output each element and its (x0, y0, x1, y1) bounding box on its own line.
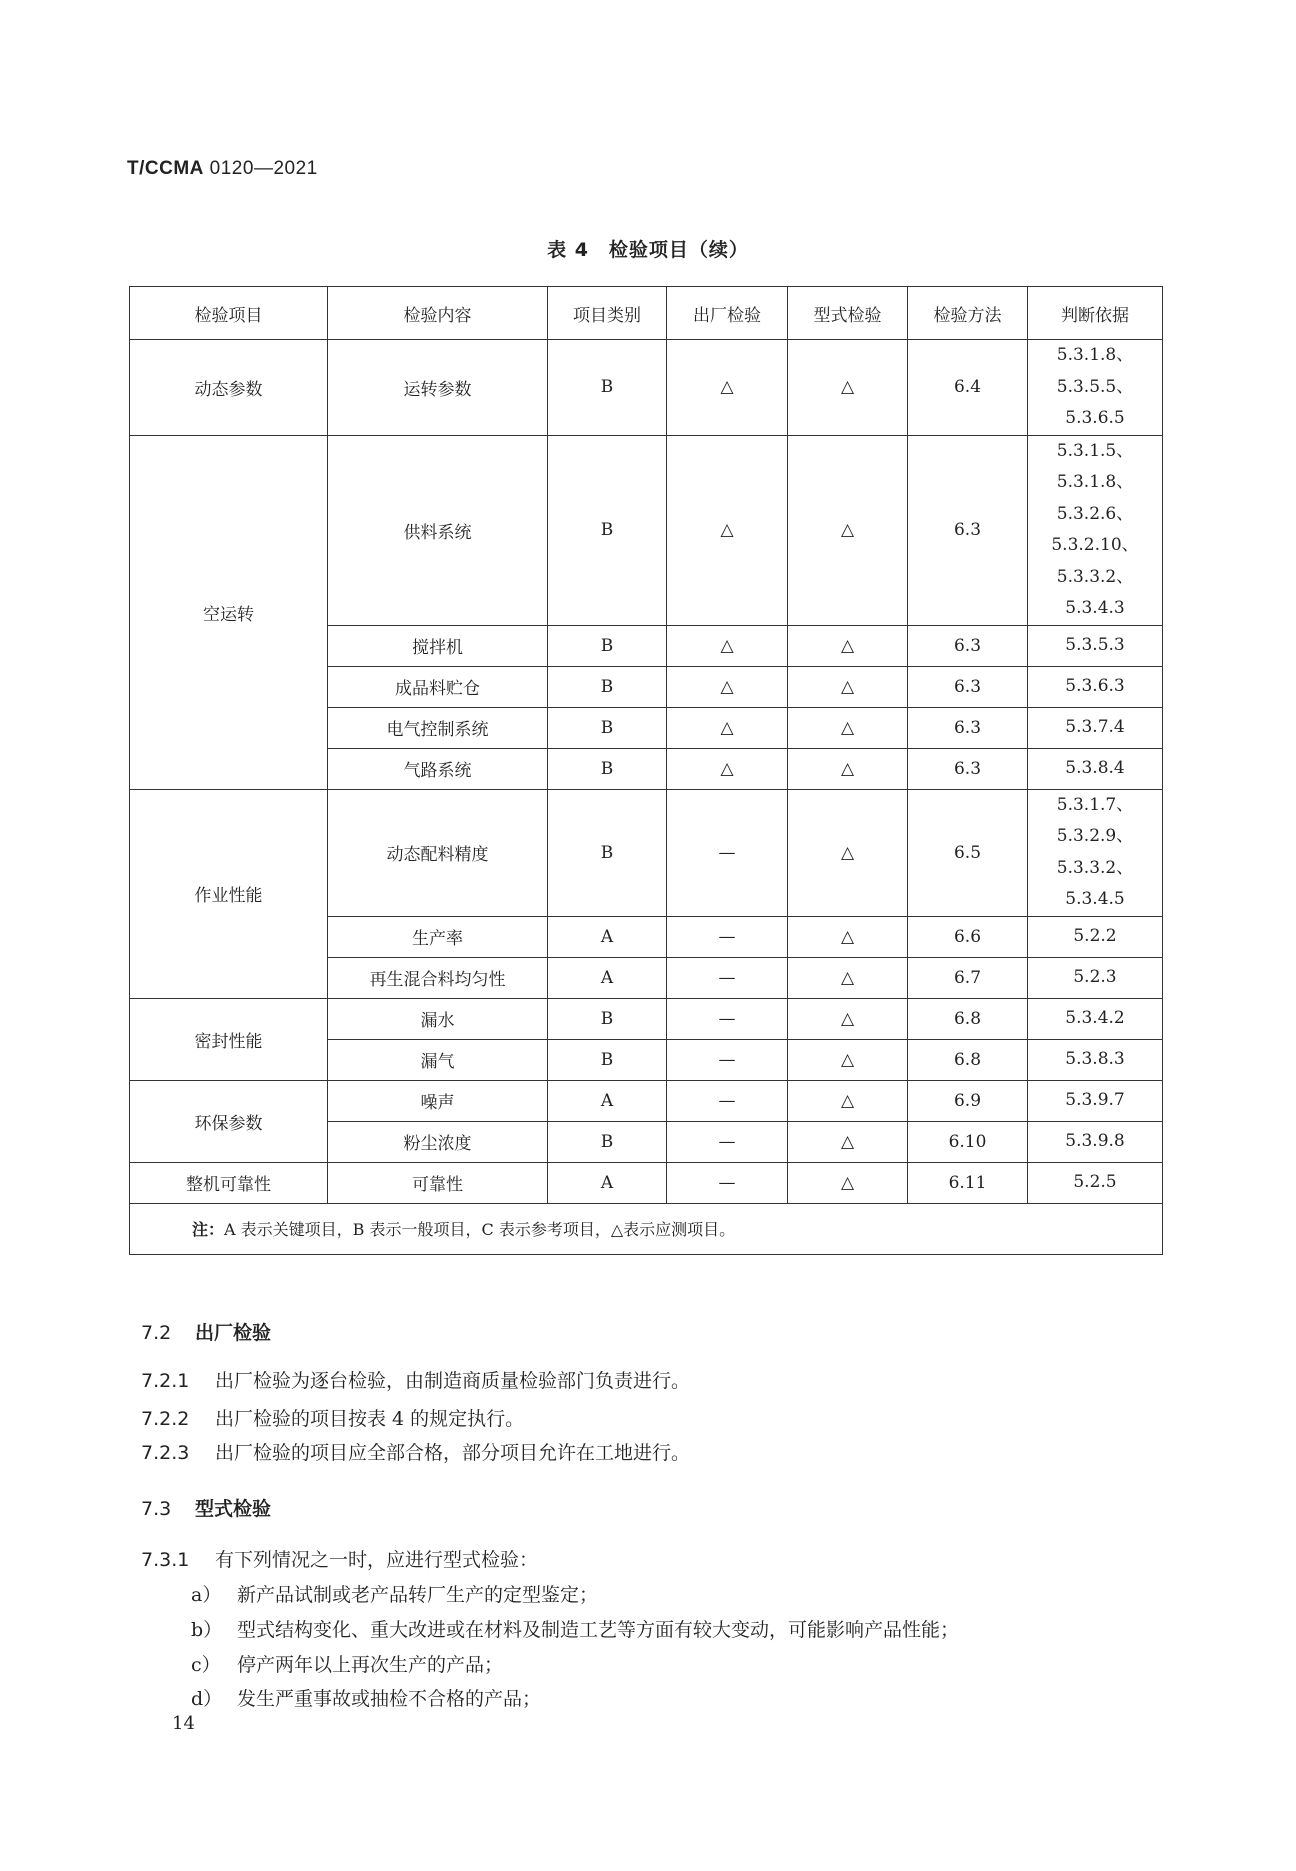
basis-line: 5.2.3 (1073, 966, 1117, 987)
clause-text: 出厂检验的项目按表 4 的规定执行。 (215, 1408, 525, 1430)
content-cell: 粉尘浓度 (328, 1121, 548, 1162)
table-row (130, 435, 1163, 625)
basis-line: 5.3.2.6、 (1056, 503, 1134, 524)
type-inspection-cell: △ (788, 789, 908, 916)
col-header-type: 型式检验 (788, 287, 908, 340)
table-note-row (130, 1203, 1163, 1254)
group-cell: 密封性能 (130, 998, 328, 1080)
table-row (130, 1080, 1163, 1121)
basis-line: 5.3.8.3 (1065, 1048, 1125, 1069)
type-inspection-cell: △ (788, 435, 908, 625)
basis-line: 5.3.4.5 (1065, 889, 1125, 909)
clause-text: 出厂检验的项目应全部合格，部分项目允许在工地进行。 (215, 1442, 691, 1464)
method-cell: 6.3 (908, 748, 1028, 789)
method-cell: 6.7 (908, 957, 1028, 998)
list-item-label: c） (191, 1654, 221, 1676)
factory-inspection-cell: — (667, 998, 788, 1039)
method-cell: 6.4 (908, 340, 1028, 436)
group-cell: 空运转 (130, 435, 328, 789)
table-caption: 表 4 检验项目（续） (547, 239, 749, 261)
category-cell: A (548, 1080, 667, 1121)
list-item-label: b） (191, 1619, 223, 1641)
content-cell: 气路系统 (328, 748, 548, 789)
section-title: 出厂检验 (195, 1322, 272, 1344)
factory-inspection-cell: △ (667, 435, 788, 625)
type-inspection-cell: △ (788, 957, 908, 998)
category-cell: B (548, 666, 667, 707)
document-id (127, 158, 318, 180)
inspection-table (129, 286, 1163, 1255)
basis-line: 5.3.6.5 (1065, 408, 1125, 428)
table-row (130, 789, 1163, 916)
content-cell: 再生混合料均匀性 (328, 957, 548, 998)
basis-cell (1028, 435, 1163, 625)
basis-cell (1028, 707, 1163, 748)
basis-line: 5.3.2.10、 (1051, 535, 1139, 555)
list-item-label: a） (191, 1584, 222, 1606)
basis-line: 5.2.2 (1073, 925, 1117, 946)
factory-inspection-cell: — (667, 1080, 788, 1121)
document-number: 0120—2021 (209, 158, 318, 179)
category-cell: A (548, 957, 667, 998)
content-cell: 可靠性 (328, 1162, 548, 1203)
group-cell: 作业性能 (130, 789, 328, 998)
factory-inspection-cell: — (667, 957, 788, 998)
section-number: 7.2 (141, 1322, 172, 1344)
factory-inspection-cell: △ (667, 666, 788, 707)
clause-7-2-3 (141, 1438, 690, 1465)
content-cell: 生产率 (328, 916, 548, 957)
basis-line: 5.3.5.5、 (1056, 376, 1134, 397)
clause-7-3-1 (141, 1545, 538, 1572)
content-cell: 供料系统 (328, 435, 548, 625)
basis-line: 5.3.4.2 (1065, 1007, 1125, 1028)
factory-inspection-cell: — (667, 1162, 788, 1203)
basis-line: 5.3.1.5、 (1056, 440, 1134, 461)
type-inspection-cell: △ (788, 998, 908, 1039)
factory-inspection-cell: — (667, 789, 788, 916)
basis-cell (1028, 748, 1163, 789)
section-7-2 (141, 1318, 271, 1345)
basis-cell (1028, 1121, 1163, 1162)
basis-line: 5.3.1.8、 (1056, 472, 1134, 492)
basis-cell (1028, 1039, 1163, 1080)
clause-number: 7.3.1 (141, 1549, 190, 1571)
clause-7-2-1 (141, 1366, 690, 1393)
factory-inspection-cell: — (667, 916, 788, 957)
category-cell: B (548, 1039, 667, 1080)
group-cell: 整机可靠性 (130, 1162, 328, 1203)
table-header-row (130, 287, 1163, 340)
type-inspection-cell: △ (788, 707, 908, 748)
factory-inspection-cell: △ (667, 707, 788, 748)
method-cell: 6.3 (908, 666, 1028, 707)
type-inspection-cell: △ (788, 340, 908, 436)
content-cell: 漏水 (328, 998, 548, 1039)
basis-line: 5.2.5 (1073, 1171, 1117, 1192)
method-cell: 6.3 (908, 707, 1028, 748)
list-item-a (191, 1580, 598, 1607)
content-cell: 电气控制系统 (328, 707, 548, 748)
basis-cell (1028, 340, 1163, 436)
content-cell: 漏气 (328, 1039, 548, 1080)
list-item-text: 发生严重事故或抽检不合格的产品； (237, 1688, 542, 1710)
basis-cell (1028, 916, 1163, 957)
group-cell: 环保参数 (130, 1080, 328, 1162)
factory-inspection-cell: △ (667, 625, 788, 666)
type-inspection-cell: △ (788, 916, 908, 957)
clause-text: 有下列情况之一时，应进行型式检验： (215, 1549, 539, 1571)
table-row (130, 340, 1163, 436)
clause-number: 7.2.3 (141, 1442, 190, 1464)
basis-line: 5.3.8.4 (1065, 757, 1125, 778)
content-cell: 成品料贮仓 (328, 666, 548, 707)
col-header-method: 检验方法 (908, 287, 1028, 340)
method-cell: 6.3 (908, 435, 1028, 625)
method-cell: 6.8 (908, 998, 1028, 1039)
type-inspection-cell: △ (788, 748, 908, 789)
section-number: 7.3 (141, 1498, 172, 1520)
method-cell: 6.10 (908, 1121, 1028, 1162)
category-cell: B (548, 998, 667, 1039)
content-cell: 运转参数 (328, 340, 548, 436)
group-cell: 动态参数 (130, 340, 328, 436)
method-cell: 6.11 (908, 1162, 1028, 1203)
category-cell: B (548, 1121, 667, 1162)
content-cell: 动态配料精度 (328, 789, 548, 916)
factory-inspection-cell: △ (667, 748, 788, 789)
col-header-content: 检验内容 (328, 287, 548, 340)
clause-text: 出厂检验为逐台检验，由制造商质量检验部门负责进行。 (215, 1370, 691, 1392)
content-cell: 搅拌机 (328, 625, 548, 666)
category-cell: A (548, 916, 667, 957)
clause-number: 7.2.2 (141, 1408, 190, 1430)
method-cell: 6.9 (908, 1080, 1028, 1121)
table-note (130, 1203, 1163, 1254)
basis-line: 5.3.5.3 (1065, 634, 1125, 655)
section-title: 型式检验 (195, 1498, 272, 1520)
basis-cell (1028, 666, 1163, 707)
category-cell: A (548, 1162, 667, 1203)
method-cell: 6.8 (908, 1039, 1028, 1080)
list-item-text: 型式结构变化、重大改进或在材料及制造工艺等方面有较大变动，可能影响产品性能； (237, 1619, 960, 1641)
document-prefix: T/CCMA (127, 158, 204, 179)
page-number: 14 (172, 1713, 195, 1734)
category-cell: B (548, 789, 667, 916)
category-cell: B (548, 625, 667, 666)
basis-cell (1028, 1080, 1163, 1121)
col-header-category: 项目类别 (548, 287, 667, 340)
factory-inspection-cell: △ (667, 340, 788, 436)
list-item-b (191, 1615, 959, 1642)
category-cell: B (548, 435, 667, 625)
basis-line: 5.3.4.3 (1065, 598, 1125, 618)
note-label: 注： (192, 1220, 225, 1239)
clause-number: 7.2.1 (141, 1370, 190, 1392)
category-cell: B (548, 748, 667, 789)
method-cell: 6.6 (908, 916, 1028, 957)
list-item-text: 停产两年以上再次生产的产品； (237, 1654, 504, 1676)
method-cell: 6.5 (908, 789, 1028, 916)
basis-line: 5.3.6.3 (1065, 675, 1125, 696)
basis-line: 5.3.3.2、 (1056, 857, 1134, 878)
basis-line: 5.3.9.7 (1065, 1089, 1125, 1110)
basis-line: 5.3.7.4 (1065, 716, 1125, 737)
type-inspection-cell: △ (788, 1039, 908, 1080)
type-inspection-cell: △ (788, 1080, 908, 1121)
list-item-c (191, 1650, 503, 1677)
table-row (130, 998, 1163, 1039)
list-item-d (191, 1684, 541, 1711)
basis-cell (1028, 1162, 1163, 1203)
section-7-3 (141, 1494, 271, 1521)
category-cell: B (548, 340, 667, 436)
method-cell: 6.3 (908, 625, 1028, 666)
list-item-text: 新产品试制或老产品转厂生产的定型鉴定； (237, 1584, 599, 1606)
type-inspection-cell: △ (788, 625, 908, 666)
basis-line: 5.3.1.8、 (1056, 345, 1134, 365)
list-item-label: d） (191, 1688, 223, 1710)
content-cell: 噪声 (328, 1080, 548, 1121)
factory-inspection-cell: — (667, 1121, 788, 1162)
note-text: A 表示关键项目，B 表示一般项目，C 表示参考项目，△表示应测项目。 (224, 1220, 736, 1239)
basis-line: 5.3.2.9、 (1056, 826, 1134, 846)
type-inspection-cell: △ (788, 666, 908, 707)
basis-cell (1028, 625, 1163, 666)
basis-cell (1028, 998, 1163, 1039)
col-header-factory: 出厂检验 (667, 287, 788, 340)
basis-line: 5.3.1.7、 (1056, 794, 1134, 815)
category-cell: B (548, 707, 667, 748)
basis-line: 5.3.9.8 (1065, 1130, 1125, 1151)
basis-line: 5.3.3.2、 (1056, 566, 1134, 587)
col-header-basis: 判断依据 (1028, 287, 1163, 340)
basis-cell (1028, 789, 1163, 916)
clause-7-2-2 (141, 1404, 524, 1431)
type-inspection-cell: △ (788, 1121, 908, 1162)
factory-inspection-cell: — (667, 1039, 788, 1080)
table-row (130, 1162, 1163, 1203)
col-header-item: 检验项目 (130, 287, 328, 340)
basis-cell (1028, 957, 1163, 998)
type-inspection-cell: △ (788, 1162, 908, 1203)
